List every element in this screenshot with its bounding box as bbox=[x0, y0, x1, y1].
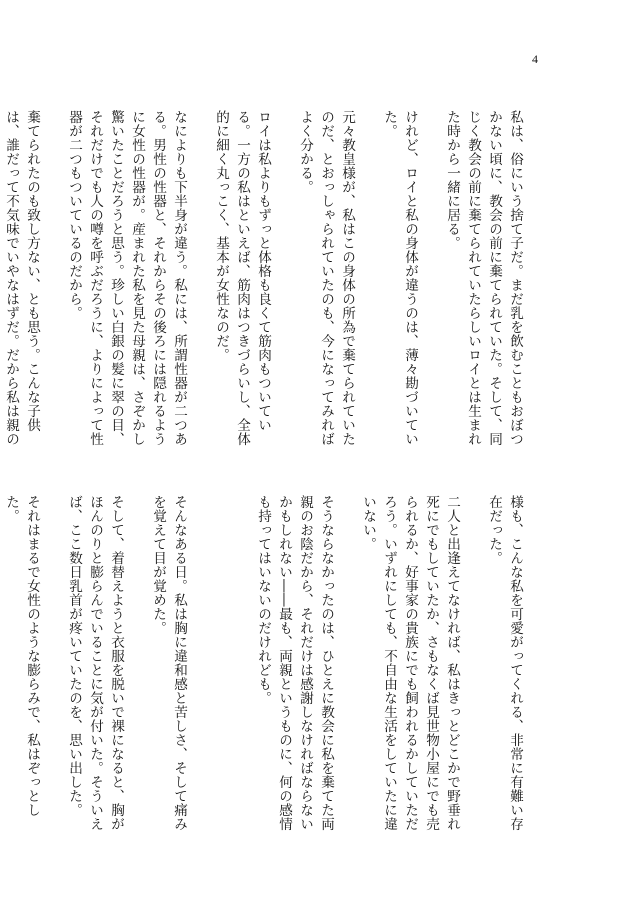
paragraph: そして、着替えようと衣服を脱いで裸になると、胸がほんのりと膨らんでいることに気が付いた。そういえば、ここ数日乳首が疼いていたのを、思い出した。 bbox=[66, 495, 124, 831]
paragraph: けれど、ロイと私の身体が違うのは、薄々勘づいていた。 bbox=[381, 110, 418, 446]
paragraph: 元々教皇様が、私はこの身体の所為で棄てられていたのだ、とおっしゃられていたのも、今になってみればよく分かる。 bbox=[297, 110, 355, 446]
paragraph: 様も、こんな私を可愛がってくれる、非常に有難い存在だった。 bbox=[486, 495, 523, 831]
paragraph: 二人と出逢えてなければ、私はきっとどこかで野垂れ死にでもしていたか、さもなくば見世物小屋にでも売られるか、好事家の貴族にでも飼われるかしていただろう。いずれにしても、不自由な生活をしていたに違いない。 bbox=[360, 495, 460, 831]
paragraph: 棄てられたのも致し方ない、とも思う。こんな子供は、誰だって不気味でいやなはずだ。だから私は親の bbox=[3, 110, 40, 446]
page-number: 4 bbox=[532, 52, 538, 66]
paragraph: ロイは私よりもずっと体格も良くて筋肉もついている。一方の私はといえば、筋肉はつきづらいし、全体的に細く丸っこく、基本が女性なのだ。 bbox=[213, 110, 271, 446]
paragraph: 私は、俗にいう捨て子だ。まだ乳を飲むこともおぼつかない頃に、教会の前に棄てられていた。そして、同じく教会の前に棄てられていたらしいロイとは生まれた時から一緒に居る。 bbox=[444, 110, 523, 446]
text-block-top bbox=[3, 110, 546, 455]
paragraph: なによりも下半身が違う。私には、所謂性器が二つある。男性の性器と、それからその後ろには隠れるように女性の性器が。産まれた私を見た母親は、さぞかし驚いたことだろうと思う。珍しい白銀の髪に翠の目、それだけでも人の噂を呼ぶだろうに、よりによって性器が二つもついているのだから。 bbox=[66, 110, 187, 446]
blank-line bbox=[210, 495, 231, 840]
paragraph: そんなある日。私は胸に違和感と苦しさ、そして痛みを覚えて目が覚めた。 bbox=[150, 495, 187, 831]
text-block-bottom bbox=[3, 495, 546, 840]
paragraph: そうならなかったのは、ひとえに教会に私を棄てた両親のお陰だから、それだけは感謝しなければならないかもしれない――最も、両親というものに、何の感情も持ってはいないのだけれども。 bbox=[255, 495, 334, 831]
paragraph: それはまるで女性のような膨らみで、私はぞっとした。 bbox=[3, 495, 40, 817]
